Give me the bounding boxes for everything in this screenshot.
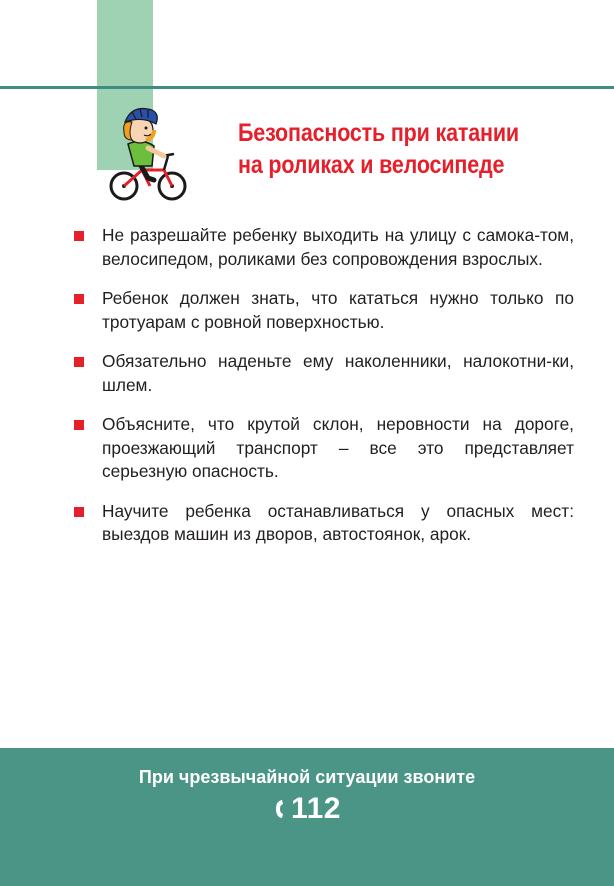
bullet-square-icon	[74, 231, 84, 241]
safety-tips-list	[74, 224, 574, 563]
footer-text: При чрезвычайной ситуации звоните	[138, 767, 476, 787]
list-item	[74, 287, 574, 334]
list-item	[74, 224, 574, 271]
list-item	[74, 500, 574, 547]
emergency-phone	[0, 790, 614, 828]
list-item-text: Ребенок должен знать, что кататься нужно только по тротуарам с ровной поверхностью.	[102, 288, 574, 332]
list-item	[74, 413, 574, 484]
page-title	[238, 117, 548, 181]
list-item	[74, 350, 574, 397]
emergency-footer	[0, 748, 614, 886]
bullet-square-icon	[74, 294, 84, 304]
list-item-text: Объясните, что крутой склон, неровности на дороге, проезжающий транспорт – все это представляет серьезную опасность.	[102, 414, 574, 481]
title-line-1: Безопасность при катании	[238, 119, 519, 147]
bullet-square-icon	[74, 357, 84, 367]
header-rule	[0, 86, 614, 89]
list-item-text: Научите ребенка останавливаться у опасных мест: выездов машин из дворов, автостоянок, арок.	[102, 500, 574, 544]
list-item-text: Обязательно наденьте ему наколенники, налокотни-ки, шлем.	[102, 351, 574, 395]
bullet-square-icon	[74, 420, 84, 430]
title-line-2: на роликах и велосипеде	[238, 151, 505, 179]
bullet-square-icon	[74, 507, 84, 517]
phone-number: 112	[291, 792, 341, 825]
phone-icon	[273, 798, 287, 820]
child-on-bicycle-illustration	[102, 100, 194, 208]
list-item-text: Не разрешайте ребенку выходить на улицу с самока-том, велосипедом, роликами без сопровождения взрослых.	[102, 225, 574, 269]
